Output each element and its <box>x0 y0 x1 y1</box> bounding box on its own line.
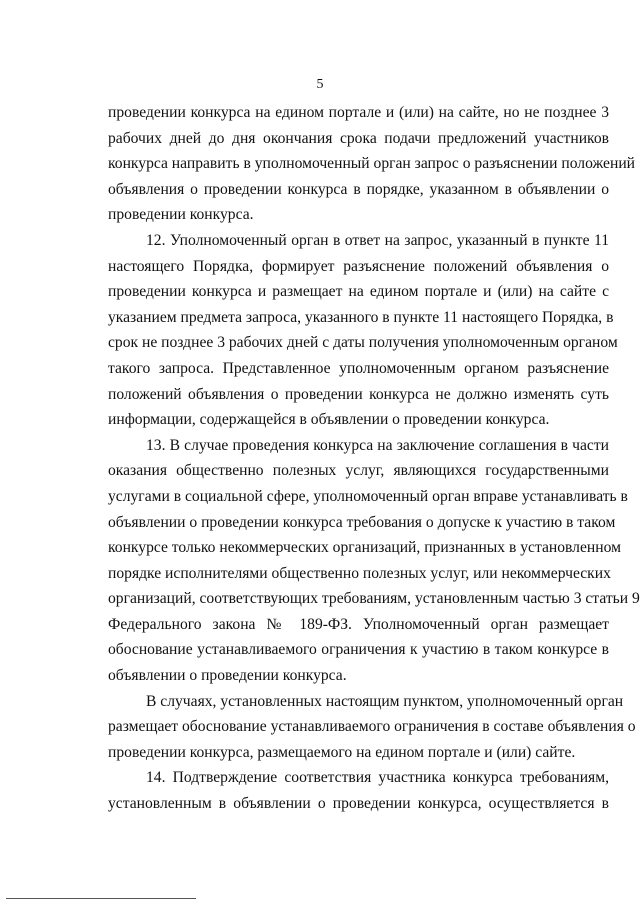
text-line: 12. Уполномоченный орган в ответ на запрос, указанный в пункте 11 <box>146 231 609 249</box>
text-line: обоснование устанавливаемого ограничения к участию в таком конкурсе в <box>108 641 609 659</box>
text-line: рабочих дней до дня окончания срока подачи предложений участников <box>108 129 609 147</box>
text-line: конкурсе только некоммерческих организаций, признанных в установленном <box>108 539 621 557</box>
text-line: услугами в социальной сфере, уполномоченный орган вправе устанавливать в <box>108 487 628 505</box>
text-line: информации, содержащейся в объявлении о проведении конкурса. <box>108 411 550 429</box>
paragraph-continuation <box>108 100 636 228</box>
paragraph-item-12 <box>108 228 618 433</box>
text-line: проведении конкурса на едином портале и (или) на сайте, но не позднее 3 <box>108 104 609 121</box>
paragraph-item-14 <box>108 765 609 816</box>
text-line: оказания общественно полезных услуг, являющихся государственными <box>108 462 609 480</box>
page-number: 5 <box>316 77 324 92</box>
page-bottom-rule <box>6 898 196 899</box>
text-line: проведении конкурса и размещает на едином портале и (или) на сайте с <box>108 283 609 301</box>
text-line: объявлении о проведении конкурса. <box>108 667 347 685</box>
paragraph-item-13 <box>108 433 640 689</box>
text-line: положений объявления о проведении конкурса не должно изменять суть <box>108 385 609 403</box>
text-line: настоящего Порядка, формирует разъяснение положений объявления о <box>108 257 609 275</box>
text-line: проведении конкурса. <box>108 206 254 224</box>
text-line: 14. Подтверждение соответствия участника конкурса требованиям, <box>146 769 609 787</box>
text-line: объявления о проведении конкурса в порядке, указанном в объявлении о <box>108 180 609 198</box>
text-line: установленным в объявлении о проведении конкурса, осуществляется в <box>108 795 609 813</box>
text-line: конкурса направить в уполномоченный орган запрос о разъяснении положений <box>108 155 636 173</box>
text-line: такого запроса. Представленное уполномоченным органом разъяснение <box>108 359 609 377</box>
text-line: размещает обоснование устанавливаемого ограничения в составе объявления о <box>108 718 636 736</box>
paragraph-item-13-note <box>108 689 636 766</box>
text-line: В случаях, установленных настоящим пунктом, уполномоченный орган <box>146 692 624 710</box>
text-line: объявлении о проведении конкурса требования о допуске к участию в таком <box>108 513 616 531</box>
text-line: организаций, соответствующих требованиям, установленным частью 3 статьи 9 <box>108 590 640 608</box>
text-line: указанием предмета запроса, указанного в пункте 11 настоящего Порядка, в <box>108 308 614 326</box>
text-line: 13. В случае проведения конкурса на заключение соглашения в части <box>146 436 609 454</box>
document-body <box>108 100 640 817</box>
text-line: срок не позднее 3 рабочих дней с даты получения уполномоченным органом <box>108 334 618 352</box>
text-line: Федерального закона № 189-ФЗ. Уполномоченный орган размещает <box>108 615 609 633</box>
text-line: порядке исполнителями общественно полезных услуг, или некоммерческих <box>108 564 611 582</box>
text-line: проведении конкурса, размещаемого на едином портале и (или) сайте. <box>108 743 576 761</box>
